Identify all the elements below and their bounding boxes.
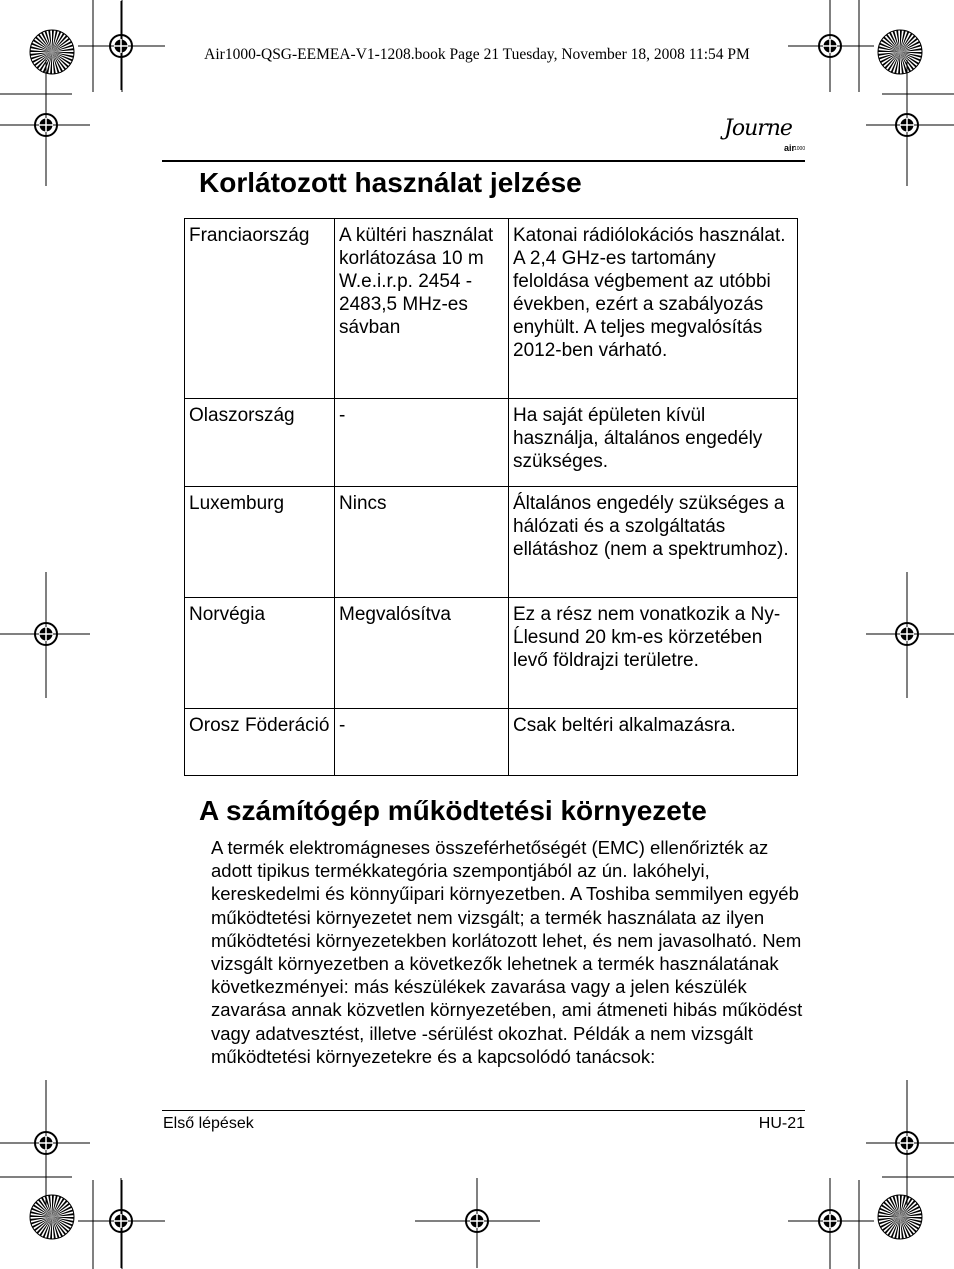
cell-reason: Általános engedély szükséges a hálózati és a szolgáltatás ellátáshoz (nem a spektrumhoz).: [509, 487, 798, 598]
star-target-icon: [30, 1195, 74, 1239]
table-row: [185, 598, 798, 709]
table-row: [185, 487, 798, 598]
cell-reason: Ez a rész nem vonatkozik a Ny-Ĺlesund 20 km-es körzetében levő földrajzi területre.: [509, 598, 798, 709]
cell-country: Orosz Föderáció: [185, 709, 335, 776]
header-rule: [162, 160, 805, 162]
footer-rule: [162, 1110, 805, 1111]
logo-script: Journe: [724, 116, 792, 141]
logo-model: 1000: [794, 146, 806, 152]
footer-page-number: HU-21: [758, 1115, 805, 1132]
emc-paragraph: A termék elektromágneses összeférhetőségét (EMC) ellenőrizték az adott tipikus termékkategória szempontjából az ún. lakóhelyi, kereskedelmi és könnyűipari környezetben. A Toshiba semmilyen egyéb működtetési környezetet nem vizsgált; a termék használata az ilyen működtetési környezetekben korlátozott lehet, és nem javasolható. Nem vizsgált környezetben a következők lehetnek a termék használatának következményei: más készülékek zavarása vagy a jelen készülék zavarása annak közvetlen környezetében, ami átmeneti hibás működést vagy adatvesztést, illetve -sérülést okozhat. Példák a nem vizsgált működtetési környezetekre és a kapcsolódó tanácsok:: [211, 837, 803, 1067]
star-target-icon: [878, 1195, 922, 1239]
cell-reason: Ha saját épületen kívül használja, általános engedély szükséges.: [509, 399, 798, 487]
cell-scope: Nincs: [335, 487, 509, 598]
cell-reason: Katonai rádiólokációs használat. A 2,4 GHz-es tartomány feloldása végbement az utóbbi években, ezért a szabályozás enyhült. A teljes megvalósítás 2012-ben várható.: [509, 219, 798, 399]
cell-scope: -: [335, 709, 509, 776]
cell-country: Luxemburg: [185, 487, 335, 598]
logo-air: air: [784, 143, 796, 153]
cell-scope: A kültéri használat korlátozása 10 m W.e.i.r.p. 2454 - 2483,5 MHz-es sávban: [335, 219, 509, 399]
table-row: [185, 219, 798, 399]
footer-section-name: Első lépések: [163, 1115, 254, 1132]
cell-reason: Csak beltéri alkalmazásra.: [509, 709, 798, 776]
table-row: [185, 399, 798, 487]
table-row: [185, 709, 798, 776]
cell-scope: -: [335, 399, 509, 487]
cell-country: Olaszország: [185, 399, 335, 487]
print-info-line: Air1000-QSG-EEMEA-V1-1208.book Page 21 Tuesday, November 18, 2008 11:54 PM: [204, 46, 750, 63]
restriction-table: [184, 218, 798, 776]
cell-country: Norvégia: [185, 598, 335, 709]
cell-country: Franciaország: [185, 219, 335, 399]
section-title-operating-environment: A számítógép működtetési környezete: [199, 795, 707, 826]
journe-air1000-logo: [722, 112, 806, 158]
section-title-restricted-use: Korlátozott használat jelzése: [199, 167, 582, 198]
cell-scope: Megvalósítva: [335, 598, 509, 709]
